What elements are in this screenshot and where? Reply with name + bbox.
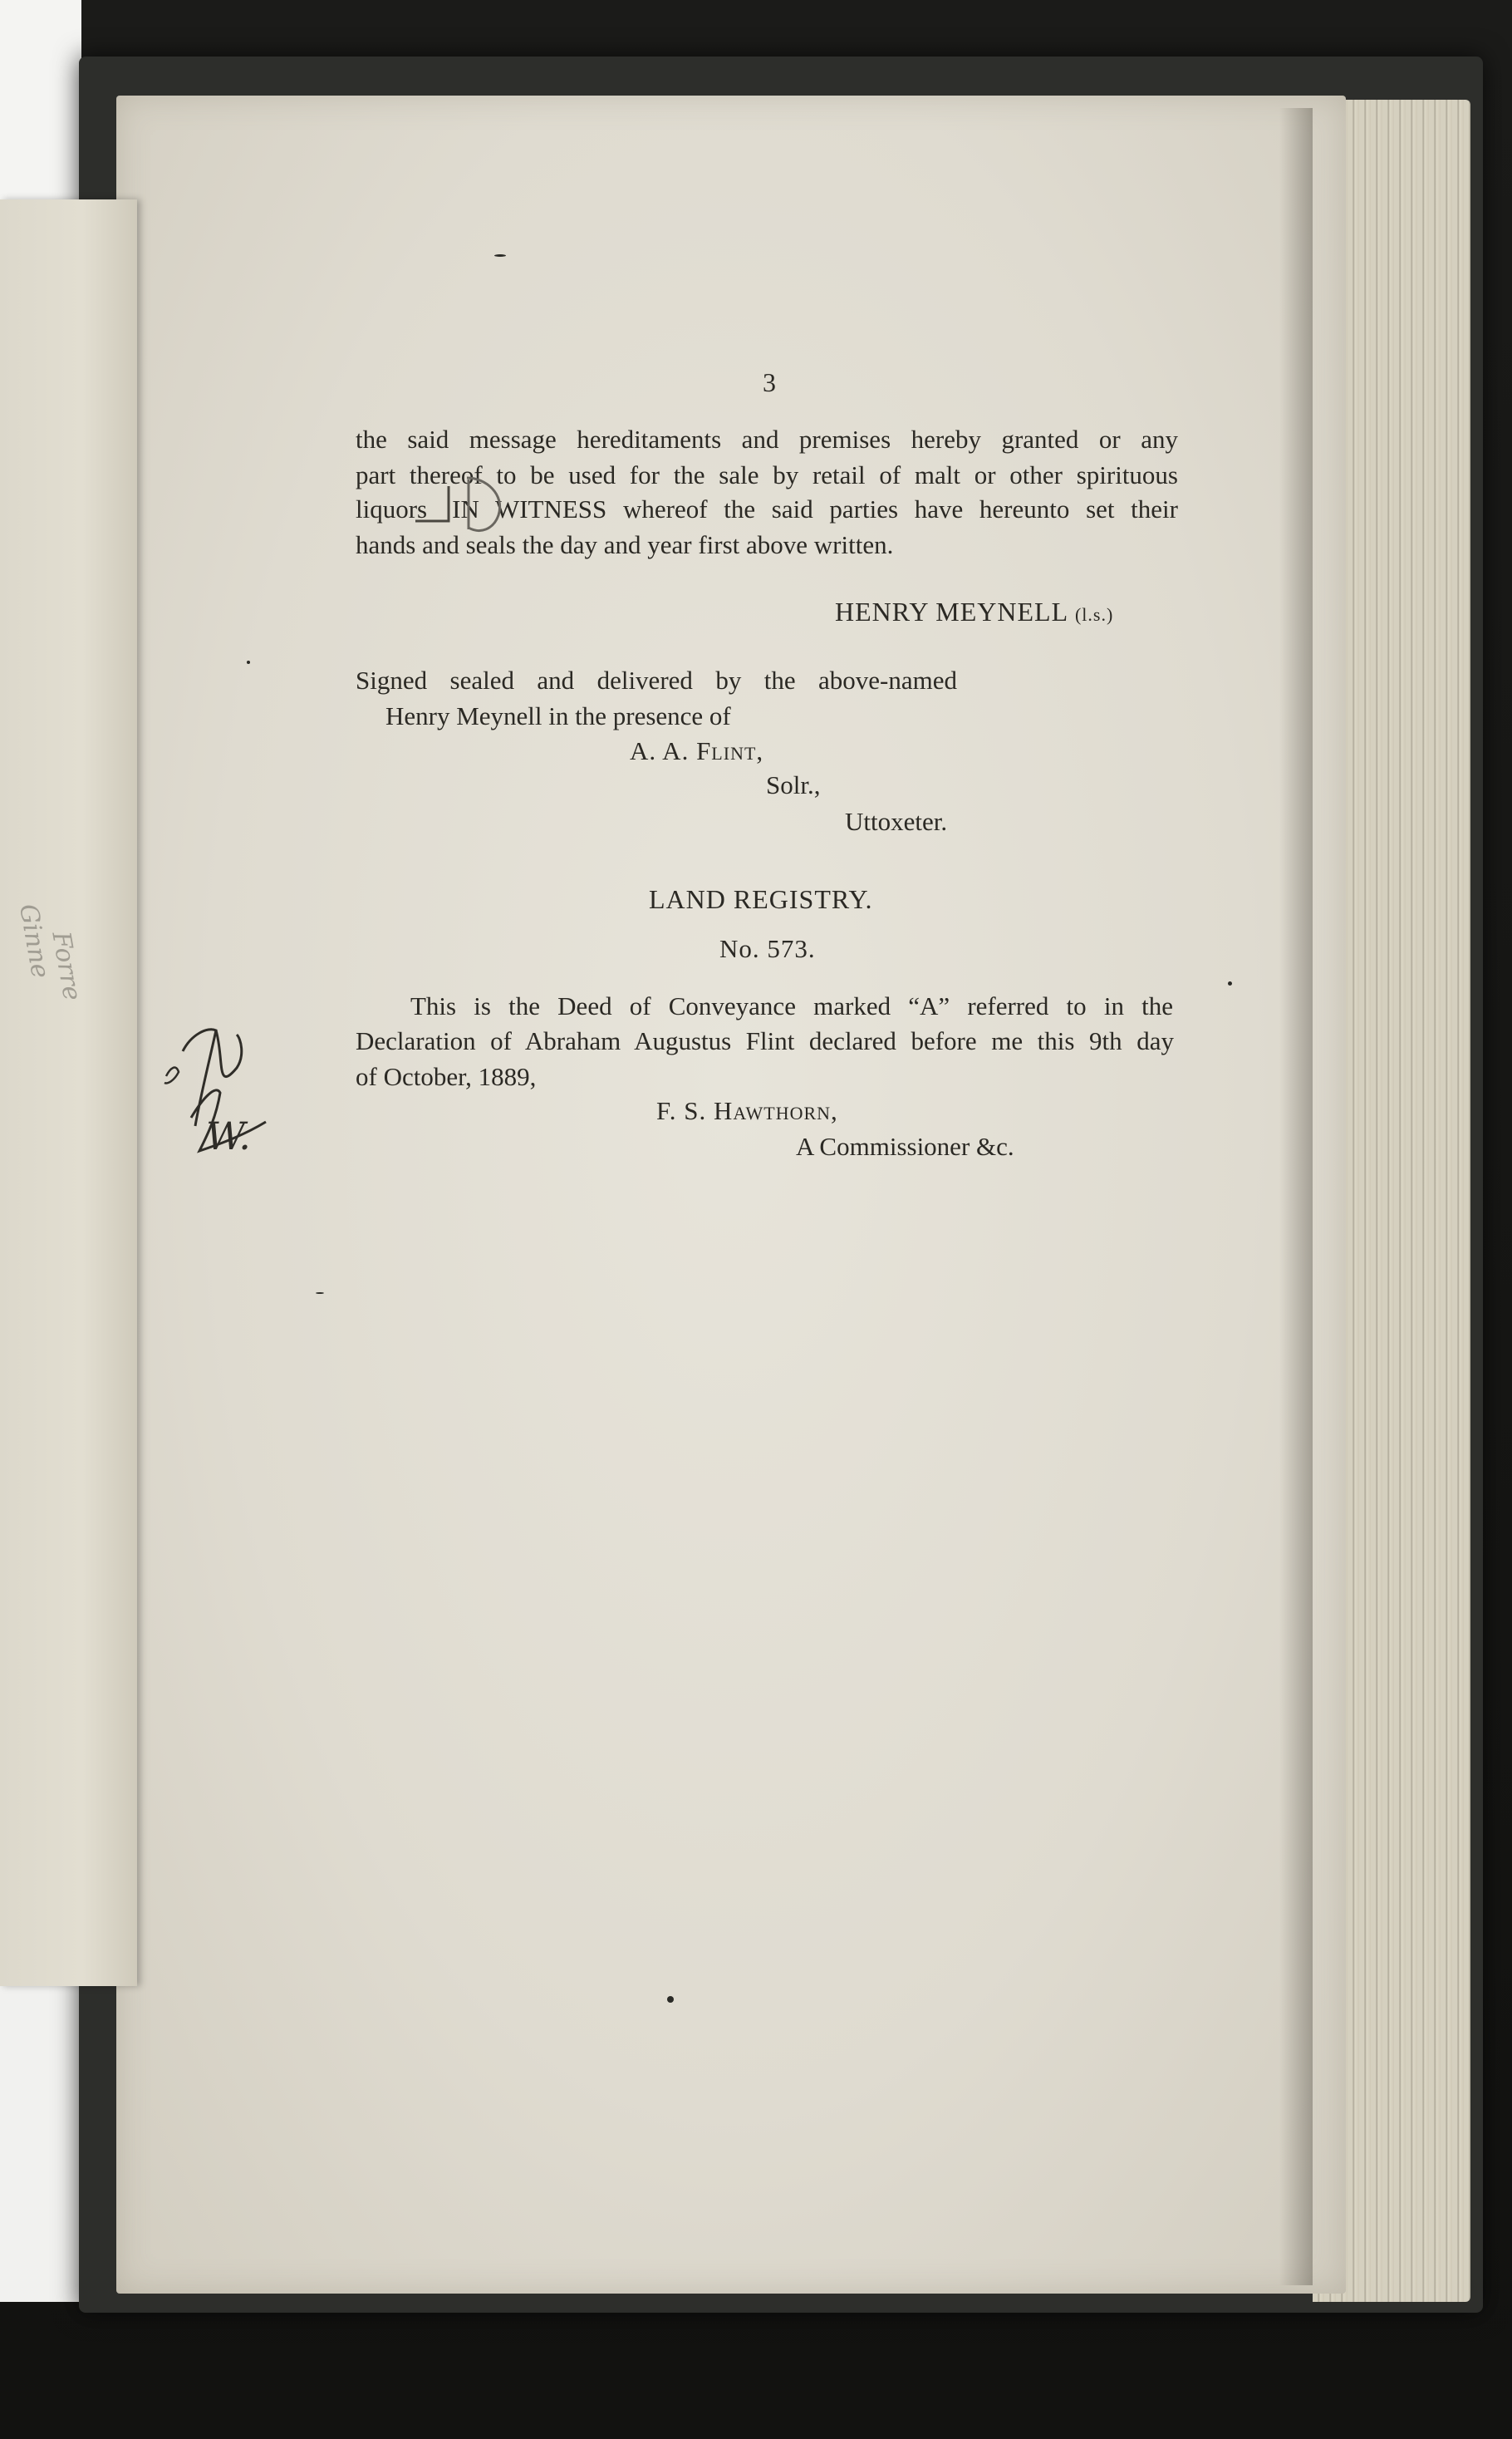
paper-speck-2: [494, 254, 506, 257]
body-line-3-witness: IN WITNESS whereof the said parties have hereunto set their: [452, 494, 1178, 524]
page-fold-shadow: [1279, 108, 1313, 2285]
seal-mark: (l.s.): [1074, 604, 1114, 625]
witness-name: A. A. Flint,: [630, 736, 764, 765]
body-line-1: the said message hereditaments and premises hereby granted or any: [356, 425, 1178, 454]
signatory-block: [835, 598, 1113, 625]
witness-place: Uttoxeter.: [845, 807, 948, 836]
body-line-2: part thereof to be used for the sale by retail of malt or other spirituous: [356, 460, 1178, 489]
body-line-4: hands and seals the day and year first above written.: [356, 530, 894, 559]
witness-title: Solr.,: [766, 770, 821, 799]
attestation-line-2: Henry Meynell in the presence of: [385, 701, 731, 730]
registry-number: No. 573.: [719, 934, 816, 963]
margin-initials-text: W.: [206, 1114, 251, 1158]
commissioner-name: F. S. Hawthorn,: [656, 1096, 838, 1125]
body-line-3-start: liquors: [356, 494, 428, 524]
insert-handwriting-1: Forre: [46, 929, 87, 1003]
commissioner-title: A Commissioner &c.: [796, 1132, 1014, 1161]
declaration-line-1: This is the Deed of Conveyance marked “A” referred to in the: [410, 991, 1173, 1020]
declaration-line-3: of October, 1889,: [356, 1062, 537, 1091]
pencil-bracket-mark: [407, 470, 515, 540]
folded-insert-leaf: [0, 199, 137, 1986]
background-surface-top: [0, 0, 81, 208]
page-number: 3: [763, 367, 776, 397]
insert-handwriting-2: Ginne: [12, 902, 56, 981]
margin-initials-signature: [158, 1018, 282, 1176]
registry-title: LAND REGISTRY.: [649, 884, 873, 914]
paper-speck-4: [1228, 981, 1232, 986]
declaration-line-2: Declaration of Abraham Augustus Flint declared before me this 9th day: [356, 1026, 1174, 1055]
paper-speck-1: [667, 1996, 674, 2003]
paper-speck-5: [316, 1292, 324, 1294]
attestation-line-1: Signed sealed and delivered by the above-named: [356, 666, 957, 695]
signatory-name: HENRY MEYNELL: [835, 597, 1068, 627]
paper-speck-3: [247, 661, 250, 664]
